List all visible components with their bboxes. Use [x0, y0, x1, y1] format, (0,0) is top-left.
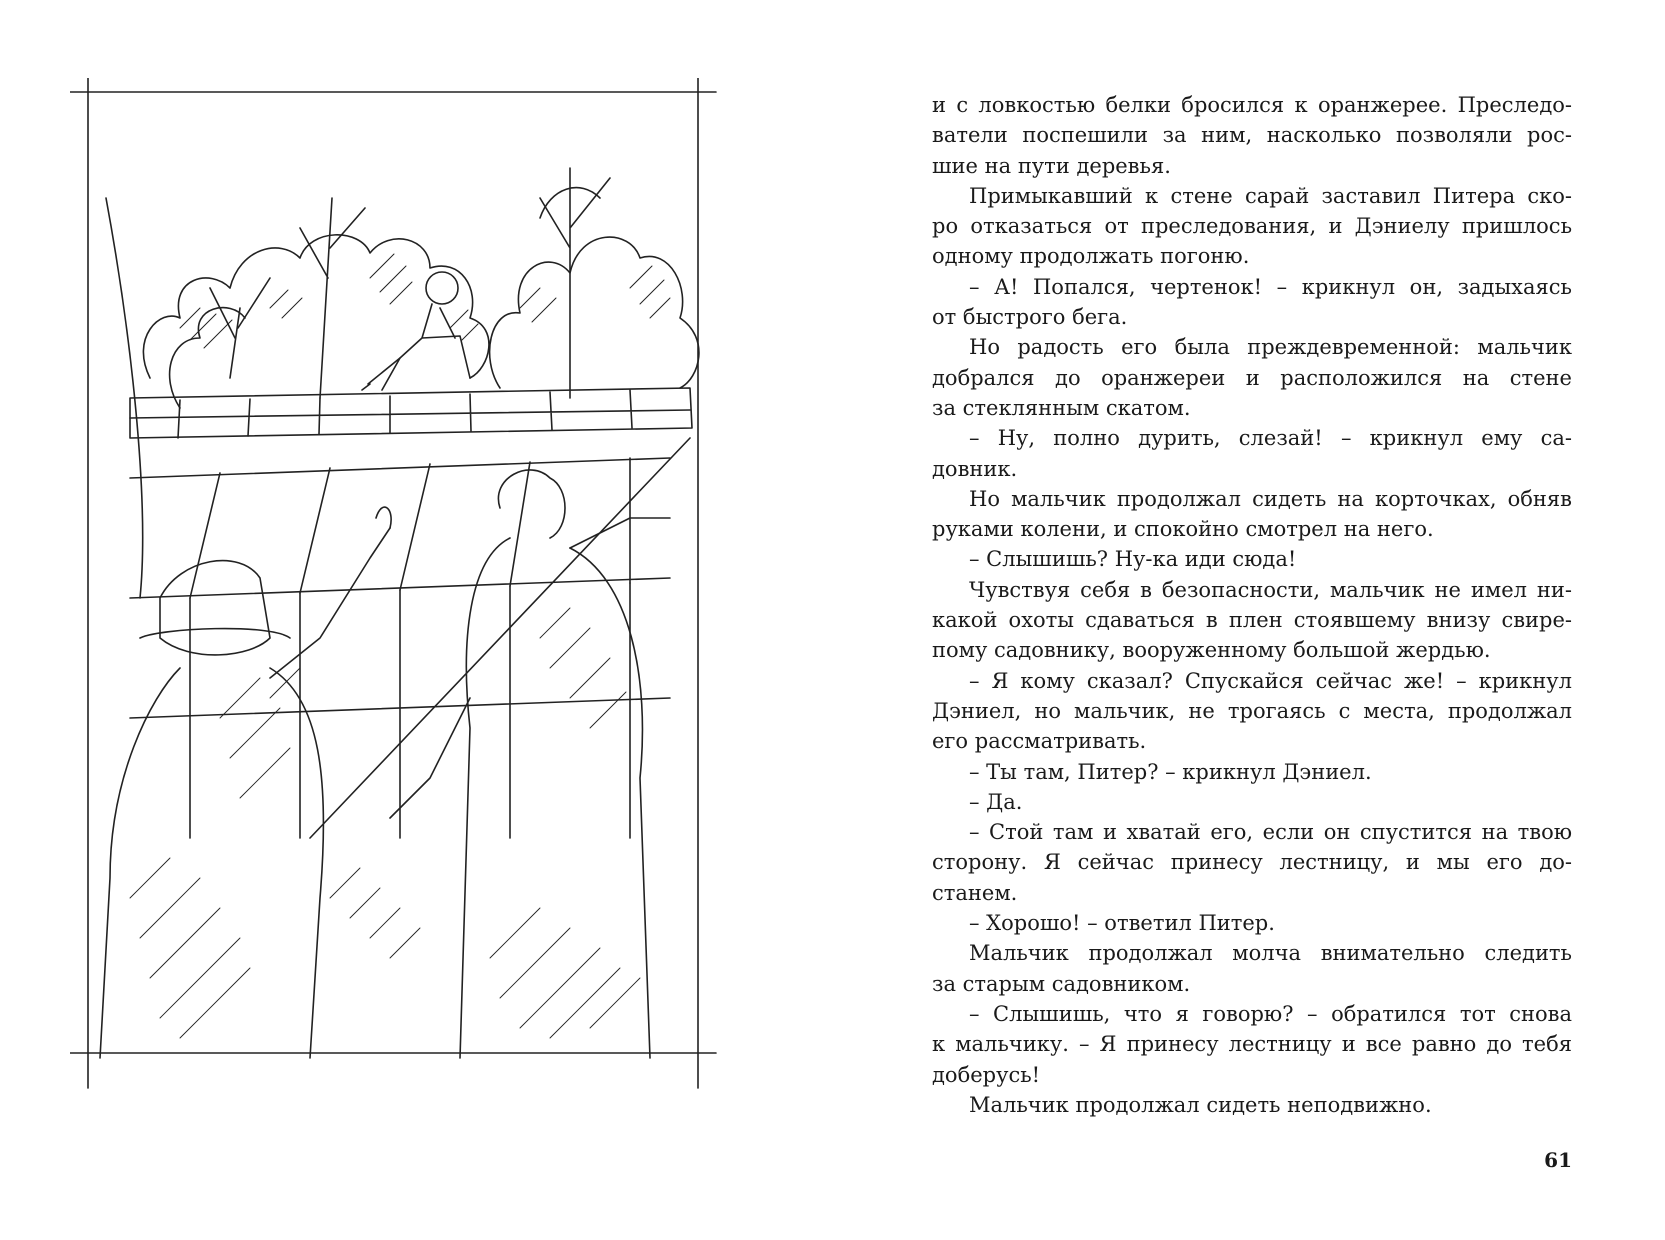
text-line: – Я кому сказал? Спускайся сейчас же! – крикнул	[969, 668, 1572, 693]
text-line: к мальчику. – Я принесу лестницу и все равно до тебя	[932, 1032, 1572, 1057]
text-line: – Да.	[969, 789, 1023, 814]
text-line: одному продолжать погоню.	[932, 244, 1250, 269]
text-line: Примыкавший к стене сарай заставил Питера ско-	[969, 183, 1572, 208]
text-line: – А! Попался, чертенок! – крикнул он, задыхаясь	[969, 274, 1572, 299]
text-line: – Ты там, Питер? – крикнул Дэниел.	[969, 759, 1372, 784]
text-line: довник.	[932, 456, 1018, 481]
text-line: добрался до оранжереи и расположился на стене	[932, 365, 1572, 390]
text-line: за стеклянным скатом.	[932, 395, 1191, 420]
text-line: ро отказаться от преследования, и Дэниелу пришлось	[932, 214, 1572, 239]
text-line: – Слышишь? Ну-ка иди сюда!	[969, 547, 1297, 572]
gardener-illustration-icon	[70, 78, 770, 1178]
text-line: станем.	[932, 880, 1018, 905]
text-line: его рассматривать.	[932, 729, 1147, 754]
text-line: Чувствуя себя в безопасности, мальчик не имел ни-	[969, 577, 1572, 602]
text-line: ватели поспешили за ним, насколько позволяли рос-	[932, 123, 1572, 148]
text-line: от быстрого бега.	[932, 305, 1128, 330]
page-number: 61	[1544, 1148, 1572, 1172]
illustration	[70, 78, 770, 1178]
text-line: – Стой там и хватай его, если он спустится на твою	[969, 820, 1572, 845]
text-line: какой охоты сдаваться в плен стоявшему внизу свире-	[932, 608, 1572, 633]
text-line: – Хорошо! – ответил Питер.	[969, 911, 1275, 936]
text-line: Мальчик продолжал молча внимательно следить	[969, 941, 1572, 966]
text-line: – Слышишь, что я говорю? – обратился тот снова	[969, 1001, 1572, 1026]
text-line: – Ну, полно дурить, слезай! – крикнул ему са-	[969, 426, 1572, 451]
text-line: Но радость его была преждевременной: мальчик	[969, 335, 1572, 360]
text-line: сторону. Я сейчас принесу лестницу, и мы его до-	[932, 850, 1572, 875]
text-column	[932, 90, 1572, 1120]
text-line: и с ловкостью белки бросился к оранжерее. Преследо-	[932, 93, 1572, 117]
text-line: доберусь!	[932, 1062, 1041, 1087]
text-line: Но мальчик продолжал сидеть на корточках, обняв	[969, 486, 1572, 511]
text-line: за старым садовником.	[932, 971, 1191, 996]
text-line: Мальчик продолжал сидеть неподвижно.	[969, 1092, 1432, 1117]
text-line: Дэниел, но мальчик, не трогаясь с места, продолжал	[932, 698, 1572, 723]
text-line: пому садовнику, вооруженному большой жердью.	[932, 638, 1491, 663]
text-line: руками колени, и спокойно смотрел на него.	[932, 517, 1434, 542]
text-line: шие на пути деревья.	[932, 153, 1171, 178]
